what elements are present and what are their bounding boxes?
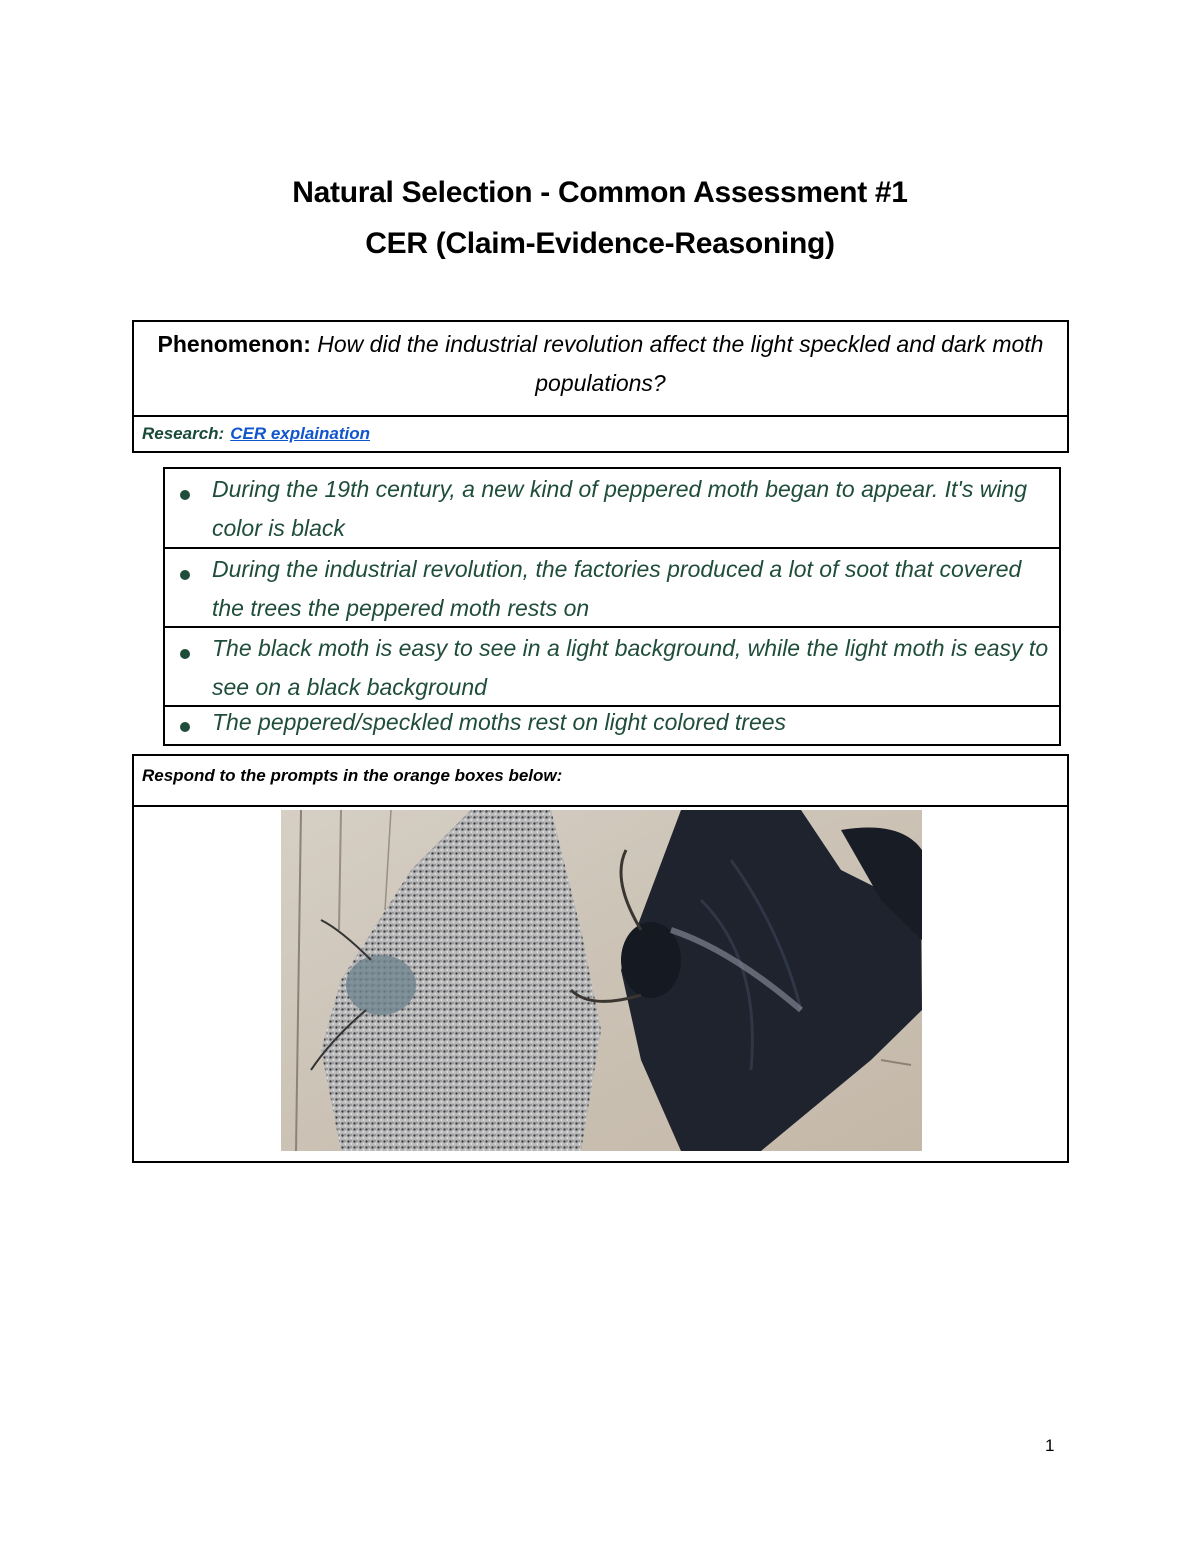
evidence-text: The peppered/speckled moths rest on light colored trees	[212, 709, 787, 735]
phenomenon-cell	[134, 322, 1067, 417]
phenomenon-question: How did the industrial revolution affect the light speckled and dark moth populations?	[317, 331, 1044, 396]
document-subtitle: CER (Claim-Evidence-Reasoning)	[365, 227, 835, 260]
evidence-row	[165, 707, 1059, 744]
respond-box	[132, 754, 1069, 1163]
evidence-text: During the 19th century, a new kind of peppered moth began to appear. It's wing color is black	[212, 476, 1028, 541]
evidence-text: During the industrial revolution, the factories produced a lot of soot that covered the trees the peppered moth rests on	[212, 556, 1022, 621]
bullet-icon	[180, 649, 190, 659]
research-row	[142, 424, 370, 444]
document-title: Natural Selection - Common Assessment #1	[292, 176, 908, 209]
evidence-row	[165, 628, 1059, 707]
research-label: Research:	[142, 424, 225, 443]
respond-header	[134, 756, 1067, 807]
page-number: 1	[1045, 1436, 1055, 1455]
evidence-row	[165, 469, 1059, 549]
respond-prompt: Respond to the prompts in the orange boxes below:	[142, 766, 563, 785]
evidence-text: The black moth is easy to see in a light background, while the light moth is easy to see on a black background	[212, 635, 1049, 700]
bullet-icon	[180, 722, 190, 732]
phenomenon-box	[132, 320, 1069, 453]
bullet-icon	[180, 570, 190, 580]
evidence-row	[165, 549, 1059, 628]
evidence-list	[163, 467, 1061, 746]
bullet-icon	[180, 490, 190, 500]
peppered-moth-photo	[281, 810, 922, 1151]
phenomenon-label: Phenomenon:	[157, 331, 311, 357]
research-link[interactable]: CER explaination	[230, 424, 371, 443]
